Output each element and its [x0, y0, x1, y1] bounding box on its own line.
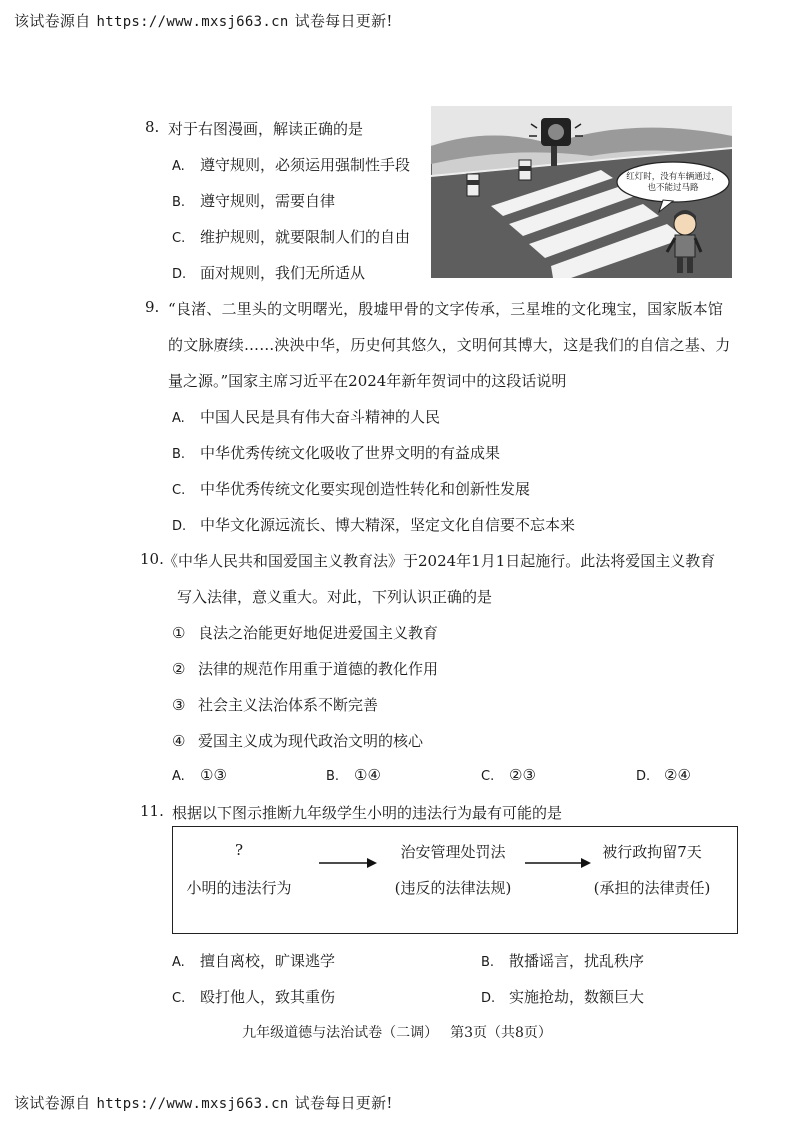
q9-option-c[interactable]: C. 中华优秀传统文化要实现创造性转化和创新性发展 — [172, 480, 531, 498]
crosswalk-comic-image — [431, 106, 732, 278]
q10-option-c[interactable]: C. ②③ — [481, 766, 536, 784]
q8-stem: 对于右图漫画，解读正确的是 — [168, 120, 364, 138]
q8-option-b[interactable]: B. 遵守规则，需要自律 — [172, 192, 336, 210]
watermark-suffix: 试卷每日更新! — [294, 1094, 393, 1112]
flow-step1-bottom: 小明的违法行为 — [186, 879, 292, 897]
q11-number: 11. — [140, 802, 164, 820]
flow-step1-top: ? — [234, 841, 244, 859]
q10-option-d[interactable]: D. ②④ — [636, 766, 691, 784]
watermark-url[interactable]: https://www.mxsj663.cn — [96, 14, 289, 30]
watermark-prefix: 该试卷源自 — [14, 12, 91, 30]
q10-number: 10. — [140, 550, 164, 568]
watermark-prefix: 该试卷源自 — [14, 1094, 91, 1112]
comic-bubble-line2: 也不能过马路 — [647, 183, 699, 193]
q10-stem-line1: 《中华人民共和国爱国主义教育法》于2024年1月1日起施行。此法将爱国主义教育 — [163, 552, 716, 570]
q10-option-b[interactable]: B. ①④ — [326, 766, 381, 784]
flow-step2-bottom: (违反的法律法规) — [394, 879, 512, 897]
q10-stem-line2: 写入法律，意义重大。对此，下列认识正确的是 — [177, 588, 493, 606]
watermark-bottom — [14, 1092, 393, 1113]
q10-statement-3: ③ 社会主义法治体系不断完善 — [172, 696, 379, 714]
footer-title: 九年级道德与法治试卷（二调） — [242, 1025, 439, 1041]
q11-flow-diagram — [172, 826, 738, 934]
q9-option-d[interactable]: D. 中华文化源远流长、博大精深，坚定文化自信要不忘本来 — [172, 516, 576, 534]
page-footer — [0, 1022, 794, 1042]
q11-option-a[interactable]: A. 擅自离校，旷课逃学 — [172, 952, 336, 970]
q11-stem: 根据以下图示推断九年级学生小明的违法行为最有可能的是 — [172, 804, 563, 822]
q9-option-a[interactable]: A. 中国人民是具有伟大奋斗精神的人民 — [172, 408, 441, 426]
q8-number: 8. — [145, 118, 160, 136]
flow-step2-top: 治安管理处罚法 — [400, 843, 506, 861]
q10-statement-1: ① 良法之治能更好地促进爱国主义教育 — [172, 624, 439, 642]
q8-option-d[interactable]: D. 面对规则，我们无所适从 — [172, 264, 366, 282]
q9-stem-line2: 的文脉赓续……泱泱中华，历史何其悠久，文明何其博大，这是我们的自信之基、力 — [168, 336, 731, 354]
watermark-suffix: 试卷每日更新! — [294, 12, 393, 30]
q10-statement-2: ② 法律的规范作用重于道德的教化作用 — [172, 660, 439, 678]
flow-step3-top: 被行政拘留7天 — [602, 843, 702, 861]
q9-stem-line1: “良渚、二里头的文明曙光，殷墟甲骨的文字传承，三星堆的文化瑰宝，国家版本馆 — [168, 300, 724, 318]
q9-stem-line3: 量之源。”国家主席习近平在2024年新年贺词中的这段话说明 — [168, 372, 567, 390]
q8-option-a[interactable]: A. 遵守规则，必须运用强制性手段 — [172, 156, 411, 174]
footer-page-number: 第3页（共8页） — [450, 1025, 552, 1041]
flow-step3-bottom: (承担的法律责任) — [593, 879, 711, 897]
comic-bubble-line1: 红灯时，没有车辆通过， — [626, 172, 720, 182]
q10-statement-4: ④ 爱国主义成为现代政治文明的核心 — [172, 732, 424, 750]
q11-option-b[interactable]: B. 散播谣言，扰乱秩序 — [481, 952, 645, 970]
q9-number: 9. — [145, 298, 160, 316]
flow-arrow-1 — [319, 857, 377, 869]
q9-option-b[interactable]: B. 中华优秀传统文化吸收了世界文明的有益成果 — [172, 444, 501, 462]
q10-option-a[interactable]: A. ①③ — [172, 766, 227, 784]
q8-option-c[interactable]: C. 维护规则，就要限制人们的自由 — [172, 228, 411, 246]
watermark-top — [14, 10, 393, 31]
q11-option-d[interactable]: D. 实施抢劫，数额巨大 — [481, 988, 645, 1006]
q11-option-c[interactable]: C. 殴打他人，致其重伤 — [172, 988, 336, 1006]
watermark-url[interactable]: https://www.mxsj663.cn — [96, 1096, 289, 1112]
